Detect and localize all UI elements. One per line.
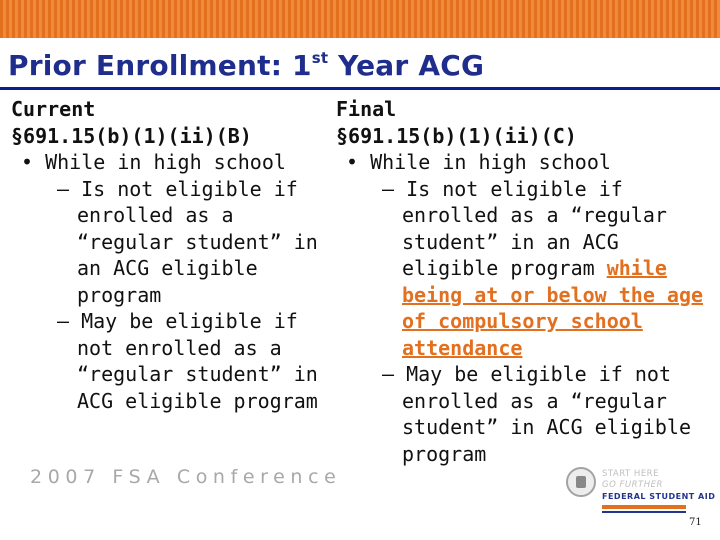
top-banner xyxy=(0,0,720,38)
current-heading: Current xyxy=(11,97,96,121)
final-column xyxy=(336,96,706,467)
current-bullet: • While in high school xyxy=(21,150,286,174)
title-end: Year ACG xyxy=(328,49,485,82)
final-sub-item-1-text: – Is not eligible if enrolled as a “regular student” in an ACG eligible program xyxy=(382,176,667,280)
final-heading: Final xyxy=(336,97,397,121)
current-sub-item-2: – May be eligible if not enrolled as a “regular student” in ACG eligible program xyxy=(57,309,318,413)
logo-tagline-1: START HERE xyxy=(602,469,659,479)
conference-footer: 2007 FSA Conference xyxy=(30,466,342,488)
logo-blue-bar xyxy=(602,511,686,513)
title-main: Prior Enrollment: 1 xyxy=(8,49,312,82)
slide-title xyxy=(8,46,484,86)
current-column xyxy=(11,96,321,414)
logo-name: FEDERAL STUDENT AID xyxy=(602,492,716,501)
logo-tagline-2: GO FURTHER xyxy=(602,480,663,490)
title-superscript: st xyxy=(311,49,329,67)
final-bullet: • While in high school xyxy=(346,150,611,174)
final-sub-item-1 xyxy=(336,176,706,362)
current-sub-item-1: – Is not eligible if enrolled as a “regular student” in an ACG eligible program xyxy=(57,176,318,307)
seal-icon xyxy=(566,467,596,497)
logo-orange-bar xyxy=(602,505,686,509)
final-emphasis-text: while being at or below the age of compulsory school attendance xyxy=(402,256,704,360)
title-divider xyxy=(0,87,720,90)
page-number: 71 xyxy=(689,517,702,528)
fsa-logo xyxy=(566,465,716,521)
final-sub-item-2: – May be eligible if not enrolled as a “regular student” in ACG eligible program xyxy=(382,362,691,466)
current-citation: §691.15(b)(1)(ii)(B) xyxy=(11,123,252,148)
final-citation: §691.15(b)(1)(ii)(C) xyxy=(336,123,577,148)
